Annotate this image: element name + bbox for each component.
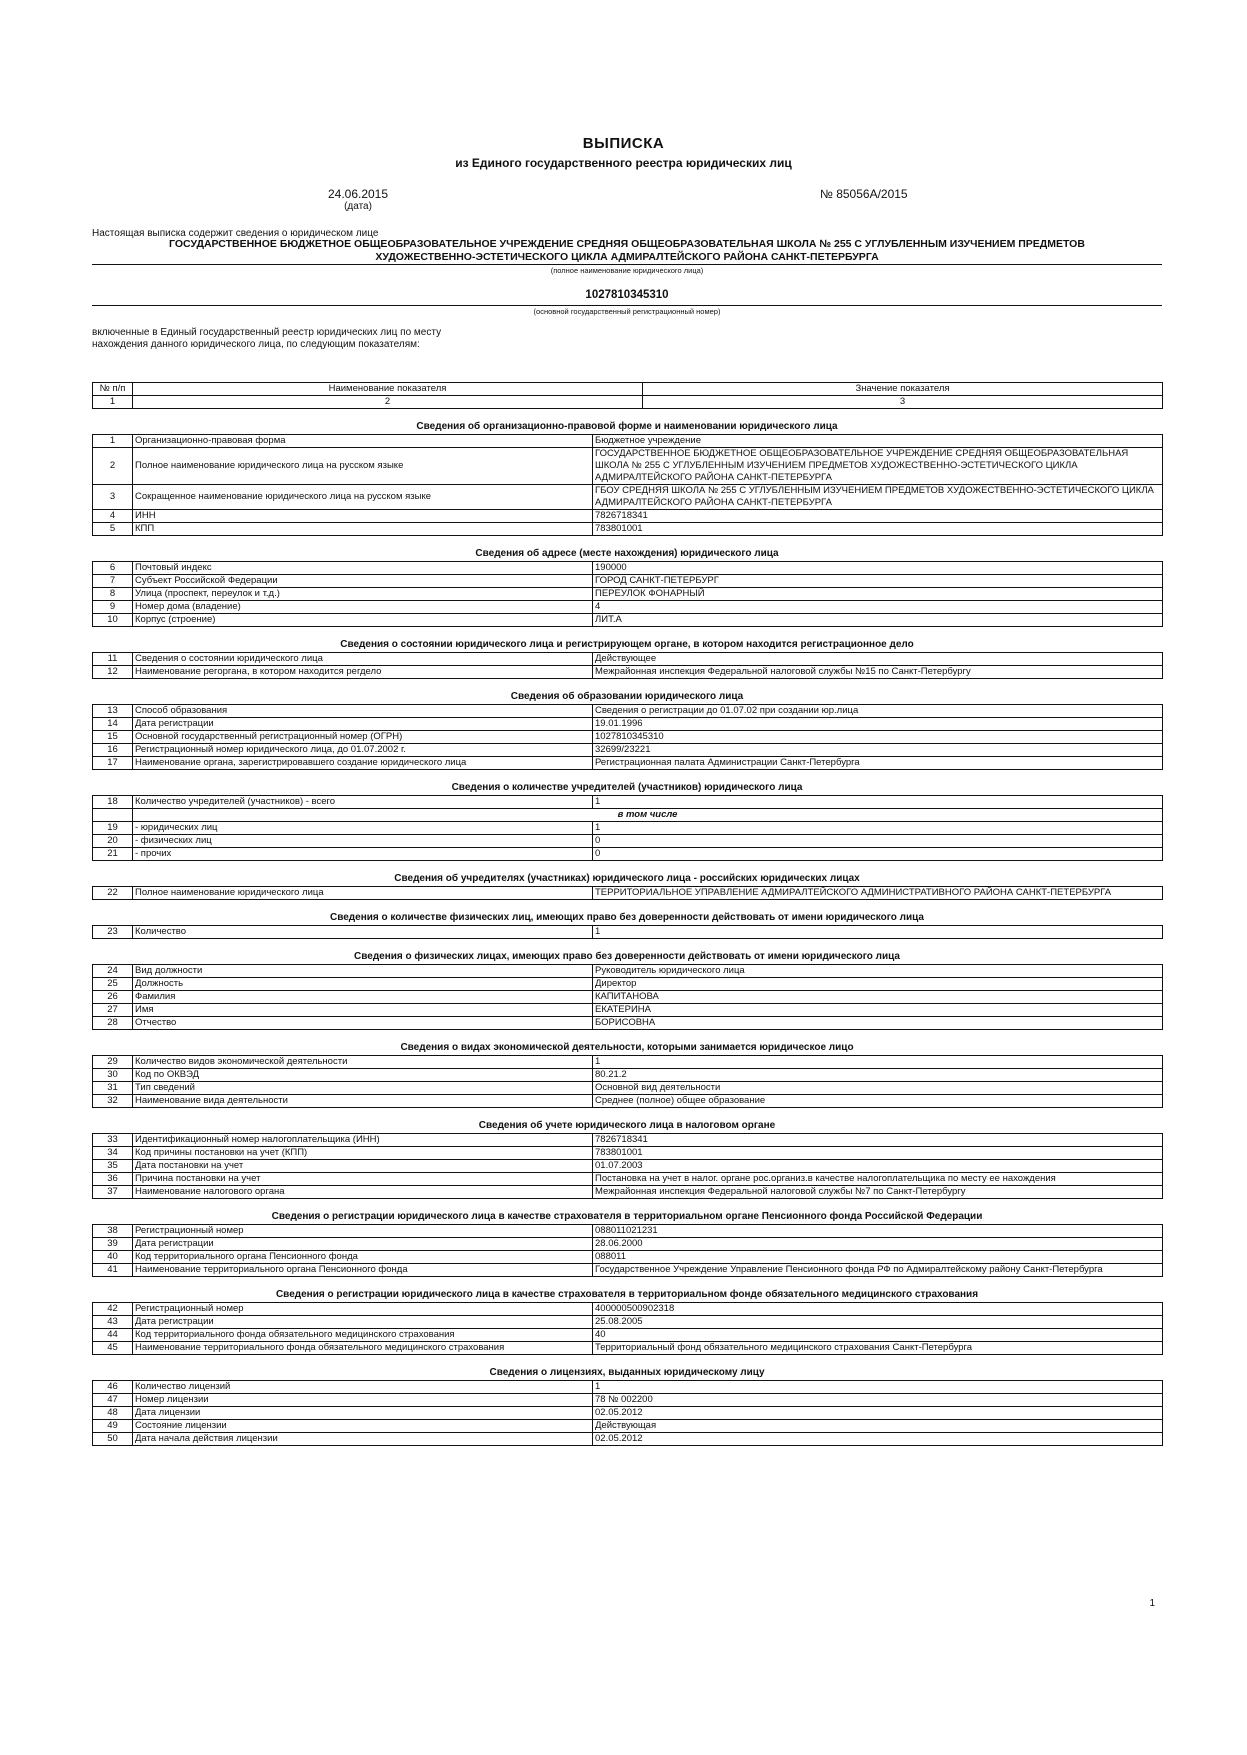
- row-indicator-name: Регистрационный номер: [133, 1225, 593, 1238]
- header-name: Наименование показателя: [133, 383, 643, 396]
- intro-text: Настоящая выписка содержит сведения о юридическом лице: [92, 228, 379, 239]
- section-table: [92, 1224, 1163, 1277]
- row-indicator-name: Способ образования: [133, 705, 593, 718]
- row-number: 36: [93, 1173, 133, 1186]
- row-indicator-value: 400000500902318: [593, 1303, 1163, 1316]
- row-indicator-name: ИНН: [133, 510, 593, 523]
- row-indicator-value: Регистрационная палата Администрации Санкт-Петербурга: [593, 757, 1163, 770]
- document-title: ВЫПИСКА: [582, 135, 665, 152]
- row-indicator-name: Наименование налогового органа: [133, 1186, 593, 1199]
- row-indicator-value: 02.05.2012: [593, 1433, 1163, 1446]
- row-indicator-value: ЛИТ.А: [593, 614, 1163, 627]
- row-indicator-value: Основной вид деятельности: [593, 1082, 1163, 1095]
- section-title: Сведения об учредителях (участниках) юридического лица - российских юридических лицах: [394, 873, 860, 884]
- section-table: [92, 652, 1163, 679]
- table-row: [93, 809, 1163, 822]
- row-indicator-value: 32699/23221: [593, 744, 1163, 757]
- section-title: Сведения о состоянии юридического лица и регистрирующем органе, в котором находится регистрационное дело: [340, 639, 914, 650]
- section-table: [92, 1133, 1163, 1199]
- section-title: Сведения о регистрации юридического лица в качестве страхователя в территориальном фонде обязательного медицинского страхования: [275, 1289, 979, 1300]
- table-row: [93, 1407, 1163, 1420]
- table-row: [93, 666, 1163, 679]
- table-row: [93, 978, 1163, 991]
- row-indicator-value: 1: [593, 926, 1163, 939]
- table-row: [93, 926, 1163, 939]
- row-indicator-value: 01.07.2003: [593, 1160, 1163, 1173]
- row-indicator-value: 40: [593, 1329, 1163, 1342]
- row-indicator-value: 0: [593, 835, 1163, 848]
- table-row: [93, 965, 1163, 978]
- row-indicator-value: Постановка на учет в налог. органе рос.организ.в качестве налогоплательщика по месту ее нахождения: [593, 1173, 1163, 1186]
- row-number: 9: [93, 601, 133, 614]
- column-header-row: [93, 383, 1163, 396]
- row-indicator-name: Дата постановки на учет: [133, 1160, 593, 1173]
- column-number-2: 2: [133, 396, 643, 409]
- table-row: [93, 991, 1163, 1004]
- table-row: [93, 1381, 1163, 1394]
- table-row: [93, 1173, 1163, 1186]
- row-indicator-name: Номер лицензии: [133, 1394, 593, 1407]
- table-row: [93, 887, 1163, 900]
- extract-content: [92, 382, 1162, 1446]
- section-table: [92, 1380, 1163, 1446]
- row-number: 41: [93, 1264, 133, 1277]
- table-row: [93, 1394, 1163, 1407]
- sections-container: [92, 421, 1162, 1446]
- row-indicator-name: Наименование вида деятельности: [133, 1095, 593, 1108]
- row-number: 42: [93, 1303, 133, 1316]
- row-indicator-name: Наименование органа, зарегистрировавшего создание юридического лица: [133, 757, 593, 770]
- section-title: Сведения об адресе (месте нахождения) юридического лица: [475, 548, 779, 559]
- row-indicator-name: Идентификационный номер налогоплательщика (ИНН): [133, 1134, 593, 1147]
- row-number: 11: [93, 653, 133, 666]
- row-number: 35: [93, 1160, 133, 1173]
- row-indicator-name: - физических лиц: [133, 835, 593, 848]
- row-subheader: в том числе: [133, 809, 1163, 822]
- row-indicator-value: Территориальный фонд обязательного медицинского страхования Санкт-Петербурга: [593, 1342, 1163, 1355]
- row-indicator-value: Действующая: [593, 1420, 1163, 1433]
- row-indicator-name: Основной государственный регистрационный номер (ОГРН): [133, 731, 593, 744]
- row-number: 17: [93, 757, 133, 770]
- table-row: [93, 448, 1163, 485]
- row-indicator-value: 80.21.2: [593, 1069, 1163, 1082]
- row-number: 6: [93, 562, 133, 575]
- row-indicator-value: Межрайонная инспекция Федеральной налоговой службы №7 по Санкт-Петербургу: [593, 1186, 1163, 1199]
- table-row: [93, 653, 1163, 666]
- row-indicator-value: Сведения о регистрации до 01.07.02 при создании юр.лица: [593, 705, 1163, 718]
- row-indicator-value: 1: [593, 1056, 1163, 1069]
- row-indicator-name: Количество учредителей (участников) - всего: [133, 796, 593, 809]
- org-name-caption: (полное наименование юридического лица): [550, 266, 704, 275]
- header-num: № п/п: [93, 383, 133, 396]
- date-caption: (дата): [344, 201, 372, 212]
- row-indicator-value: Государственное Учреждение Управление Пенсионного фонда РФ по Адмиралтейскому району Санкт-Петербурга: [593, 1264, 1163, 1277]
- row-indicator-value: 25.08.2005: [593, 1316, 1163, 1329]
- row-indicator-name: Наименование территориального органа Пенсионного фонда: [133, 1264, 593, 1277]
- table-row: [93, 1225, 1163, 1238]
- table-row: [93, 601, 1163, 614]
- row-number: 50: [93, 1433, 133, 1446]
- table-row: [93, 1433, 1163, 1446]
- table-row: [93, 718, 1163, 731]
- row-indicator-name: Наименование территориального фонда обязательного медицинского страхования: [133, 1342, 593, 1355]
- section-title: Сведения о регистрации юридического лица в качестве страхователя в территориальном органе Пенсионного фонда Российской Федерации: [271, 1211, 983, 1222]
- row-number: 37: [93, 1186, 133, 1199]
- table-row: [93, 510, 1163, 523]
- table-row: [93, 575, 1163, 588]
- table-row: [93, 1303, 1163, 1316]
- included-line2: нахождения данного юридического лица, по следующим показателям:: [92, 339, 420, 350]
- row-indicator-name: Причина постановки на учет: [133, 1173, 593, 1186]
- section-title: Сведения о количестве физических лиц, имеющих право без доверенности действовать от имени юридического лица: [330, 912, 924, 923]
- row-number: 20: [93, 835, 133, 848]
- table-row: [93, 822, 1163, 835]
- header-value: Значение показателя: [643, 383, 1163, 396]
- row-indicator-value: ГОРОД САНКТ-ПЕТЕРБУРГ: [593, 575, 1163, 588]
- table-row: [93, 485, 1163, 510]
- table-row: [93, 1056, 1163, 1069]
- row-indicator-value: Директор: [593, 978, 1163, 991]
- row-indicator-name: Сведения о состоянии юридического лица: [133, 653, 593, 666]
- row-indicator-value: КАПИТАНОВА: [593, 991, 1163, 1004]
- table-row: [93, 1329, 1163, 1342]
- row-indicator-value: 190000: [593, 562, 1163, 575]
- row-indicator-name: Дата регистрации: [133, 1316, 593, 1329]
- row-number: 45: [93, 1342, 133, 1355]
- row-indicator-name: Количество видов экономической деятельности: [133, 1056, 593, 1069]
- section-title: Сведения о лицензиях, выданных юридическому лицу: [489, 1367, 765, 1378]
- row-indicator-name: Тип сведений: [133, 1082, 593, 1095]
- row-indicator-name: Регистрационный номер юридического лица, до 01.07.2002 г.: [133, 744, 593, 757]
- row-number: 38: [93, 1225, 133, 1238]
- row-number: 25: [93, 978, 133, 991]
- included-line1: включенные в Единый государственный реестр юридических лиц по месту: [92, 327, 442, 338]
- row-number: 8: [93, 588, 133, 601]
- row-number: 16: [93, 744, 133, 757]
- row-indicator-value: ПЕРЕУЛОК ФОНАРНЫЙ: [593, 588, 1163, 601]
- row-number: 22: [93, 887, 133, 900]
- row-indicator-name: Код территориального фонда обязательного медицинского страхования: [133, 1329, 593, 1342]
- row-number: 29: [93, 1056, 133, 1069]
- section-title: Сведения об организационно-правовой форме и наименовании юридического лица: [416, 421, 838, 432]
- row-indicator-name: Состояние лицензии: [133, 1420, 593, 1433]
- table-row: [93, 1134, 1163, 1147]
- section-table: [92, 561, 1163, 627]
- row-indicator-value: 783801001: [593, 1147, 1163, 1160]
- table-row: [93, 1238, 1163, 1251]
- row-number: 1: [93, 435, 133, 448]
- section-title: Сведения об образовании юридического лица: [510, 691, 744, 702]
- row-number: 13: [93, 705, 133, 718]
- row-indicator-value: ТЕРРИТОРИАЛЬНОЕ УПРАВЛЕНИЕ АДМИРАЛТЕЙСКОГО АДМИНИСТРАТИВНОГО РАЙОНА САНКТ-ПЕТЕРБУРГА: [593, 887, 1163, 900]
- row-indicator-value: Действующее: [593, 653, 1163, 666]
- row-number: 39: [93, 1238, 133, 1251]
- row-indicator-value: Бюджетное учреждение: [593, 435, 1163, 448]
- row-indicator-value: 28.06.2000: [593, 1238, 1163, 1251]
- row-indicator-value: 783801001: [593, 523, 1163, 536]
- row-indicator-name: Полное наименование юридического лица: [133, 887, 593, 900]
- table-row: [93, 1082, 1163, 1095]
- section-table: [92, 1055, 1163, 1108]
- table-row: [93, 1004, 1163, 1017]
- row-indicator-name: Сокращенное наименование юридического лица на русском языке: [133, 485, 593, 510]
- row-indicator-value: ГОСУДАРСТВЕННОЕ БЮДЖЕТНОЕ ОБЩЕОБРАЗОВАТЕЛЬНОЕ УЧРЕЖДЕНИЕ СРЕДНЯЯ ОБЩЕОБРАЗОВАТЕЛЬНАЯ ШКОЛА № 255 С УГЛУБЛЕННЫМ ИЗУЧЕНИЕМ ПРЕДМЕТОВ ХУДОЖЕСТВЕННО-ЭСТЕТИЧЕСКОГО ЦИКЛА АДМИРАЛТЕЙСКОГО РАЙОНА САНКТ-ПЕТЕРБУРГА: [593, 448, 1163, 485]
- row-number: 28: [93, 1017, 133, 1030]
- section-table: [92, 704, 1163, 770]
- table-row: [93, 848, 1163, 861]
- row-indicator-value: БОРИСОВНА: [593, 1017, 1163, 1030]
- document-number: № 85056А/2015: [820, 187, 908, 201]
- row-indicator-name: Организационно-правовая форма: [133, 435, 593, 448]
- row-number: 40: [93, 1251, 133, 1264]
- row-indicator-name: Регистрационный номер: [133, 1303, 593, 1316]
- row-indicator-name: Имя: [133, 1004, 593, 1017]
- row-number: 48: [93, 1407, 133, 1420]
- row-number: 27: [93, 1004, 133, 1017]
- row-indicator-name: Улица (проспект, переулок и т.д.): [133, 588, 593, 601]
- row-indicator-name: Код причины постановки на учет (КПП): [133, 1147, 593, 1160]
- row-indicator-name: Почтовый индекс: [133, 562, 593, 575]
- section-table: [92, 925, 1163, 939]
- table-row: [93, 731, 1163, 744]
- row-indicator-value: ЕКАТЕРИНА: [593, 1004, 1163, 1017]
- row-number: 15: [93, 731, 133, 744]
- row-indicator-name: Вид должности: [133, 965, 593, 978]
- row-number: 3: [93, 485, 133, 510]
- row-indicator-name: - юридических лиц: [133, 822, 593, 835]
- column-number-1: 1: [93, 396, 133, 409]
- row-number: 46: [93, 1381, 133, 1394]
- row-number: 30: [93, 1069, 133, 1082]
- table-row: [93, 1342, 1163, 1355]
- section-title: Сведения о количестве учредителей (участников) юридического лица: [451, 782, 803, 793]
- row-number: 24: [93, 965, 133, 978]
- row-number: 26: [93, 991, 133, 1004]
- row-indicator-name: Наименование регоргана, в котором находится регдело: [133, 666, 593, 679]
- row-number: 19: [93, 822, 133, 835]
- row-indicator-name: Код по ОКВЭД: [133, 1069, 593, 1082]
- table-row: [93, 1147, 1163, 1160]
- table-row: [93, 744, 1163, 757]
- document-date: 24.06.2015: [327, 187, 389, 201]
- row-indicator-name: Дата лицензии: [133, 1407, 593, 1420]
- org-full-name: [92, 238, 1162, 264]
- row-number: 10: [93, 614, 133, 627]
- table-row: [93, 835, 1163, 848]
- column-header-table: [92, 382, 1163, 409]
- row-indicator-value: 4: [593, 601, 1163, 614]
- table-row: [93, 523, 1163, 536]
- row-indicator-name: - прочих: [133, 848, 593, 861]
- table-row: [93, 1316, 1163, 1329]
- table-row: [93, 588, 1163, 601]
- row-indicator-name: Корпус (строение): [133, 614, 593, 627]
- column-number-3: 3: [643, 396, 1163, 409]
- row-indicator-value: 1: [593, 822, 1163, 835]
- table-row: [93, 1264, 1163, 1277]
- row-indicator-value: 7826718341: [593, 1134, 1163, 1147]
- table-row: [93, 796, 1163, 809]
- row-indicator-name: Фамилия: [133, 991, 593, 1004]
- table-row: [93, 562, 1163, 575]
- table-row: [93, 435, 1163, 448]
- org-name-rule: [92, 264, 1162, 265]
- row-number: 47: [93, 1394, 133, 1407]
- row-number: 21: [93, 848, 133, 861]
- table-row: [93, 1420, 1163, 1433]
- section-table: [92, 1302, 1163, 1355]
- row-number: 12: [93, 666, 133, 679]
- section-title: Сведения о физических лицах, имеющих право без доверенности действовать от имени юридического лица: [354, 951, 900, 962]
- row-number: 34: [93, 1147, 133, 1160]
- section-title: Сведения об учете юридического лица в налоговом органе: [478, 1120, 776, 1131]
- row-indicator-name: КПП: [133, 523, 593, 536]
- table-row: [93, 757, 1163, 770]
- table-row: [93, 1186, 1163, 1199]
- table-row: [93, 1069, 1163, 1082]
- row-indicator-name: Номер дома (владение): [133, 601, 593, 614]
- row-number: 14: [93, 718, 133, 731]
- row-indicator-name: Субъект Российской Федерации: [133, 575, 593, 588]
- row-indicator-name: Дата начала действия лицензии: [133, 1433, 593, 1446]
- row-indicator-value: Руководитель юридического лица: [593, 965, 1163, 978]
- row-indicator-value: 02.05.2012: [593, 1407, 1163, 1420]
- row-indicator-name: Полное наименование юридического лица на русском языке: [133, 448, 593, 485]
- row-indicator-value: Среднее (полное) общее образование: [593, 1095, 1163, 1108]
- section-table: [92, 434, 1163, 536]
- row-indicator-value: 78 № 002200: [593, 1394, 1163, 1407]
- table-row: [93, 614, 1163, 627]
- row-indicator-name: Дата регистрации: [133, 1238, 593, 1251]
- row-number: 33: [93, 1134, 133, 1147]
- row-number: 7: [93, 575, 133, 588]
- included-text: [92, 327, 441, 351]
- row-number: 4: [93, 510, 133, 523]
- org-full-name-line1: ГОСУДАРСТВЕННОЕ БЮДЖЕТНОЕ ОБЩЕОБРАЗОВАТЕЛЬНОЕ УЧРЕЖДЕНИЕ СРЕДНЯЯ ОБЩЕОБРАЗОВАТЕЛЬНАЯ ШКОЛА № 255 С УГЛУБЛЕННЫМ ИЗУЧЕНИЕМ ПРЕДМЕТОВ: [169, 238, 1085, 250]
- row-indicator-value: ГБОУ СРЕДНЯЯ ШКОЛА № 255 С УГЛУБЛЕННЫМ ИЗУЧЕНИЕМ ПРЕДМЕТОВ ХУДОЖЕСТВЕННО-ЭСТЕТИЧЕСКОГО ЦИКЛА АДМИРАЛТЕЙСКОГО РАЙОНА САНКТ-ПЕТЕРБУРГА: [593, 485, 1163, 510]
- table-row: [93, 1017, 1163, 1030]
- row-number: [93, 809, 133, 822]
- row-indicator-name: Количество: [133, 926, 593, 939]
- row-number: 2: [93, 448, 133, 485]
- ogrn-rule: [92, 305, 1162, 306]
- row-indicator-name: Дата регистрации: [133, 718, 593, 731]
- row-indicator-value: 088011: [593, 1251, 1163, 1264]
- row-indicator-value: 7826718341: [593, 510, 1163, 523]
- column-number-row: [93, 396, 1163, 409]
- row-indicator-value: 19.01.1996: [593, 718, 1163, 731]
- page-number: 1: [1149, 1598, 1155, 1609]
- row-indicator-value: 088011021231: [593, 1225, 1163, 1238]
- row-indicator-name: Код территориального органа Пенсионного фонда: [133, 1251, 593, 1264]
- row-indicator-value: 1: [593, 796, 1163, 809]
- row-number: 44: [93, 1329, 133, 1342]
- section-table: [92, 964, 1163, 1030]
- row-number: 18: [93, 796, 133, 809]
- row-indicator-value: 1027810345310: [593, 731, 1163, 744]
- org-full-name-line2: ХУДОЖЕСТВЕННО-ЭСТЕТИЧЕСКОГО ЦИКЛА АДМИРАЛТЕЙСКОГО РАЙОНА САНКТ-ПЕТЕРБУРГА: [375, 251, 879, 263]
- document-subtitle: из Единого государственного реестра юридических лиц: [455, 156, 792, 170]
- row-indicator-value: Межрайонная инспекция Федеральной налоговой службы №15 по Санкт-Петербургу: [593, 666, 1163, 679]
- row-indicator-name: Количество лицензий: [133, 1381, 593, 1394]
- row-indicator-name: Отчество: [133, 1017, 593, 1030]
- row-indicator-name: Должность: [133, 978, 593, 991]
- row-number: 5: [93, 523, 133, 536]
- table-row: [93, 1095, 1163, 1108]
- row-indicator-value: 0: [593, 848, 1163, 861]
- row-number: 23: [93, 926, 133, 939]
- ogrn-caption: (основной государственный регистрационный номер): [533, 307, 721, 316]
- row-number: 32: [93, 1095, 133, 1108]
- row-indicator-value: 1: [593, 1381, 1163, 1394]
- table-row: [93, 1160, 1163, 1173]
- section-table: [92, 886, 1163, 900]
- section-table: [92, 795, 1163, 861]
- table-row: [93, 1251, 1163, 1264]
- row-number: 31: [93, 1082, 133, 1095]
- ogrn-value: 1027810345310: [585, 289, 669, 301]
- section-title: Сведения о видах экономической деятельности, которыми занимается юридическое лицо: [400, 1042, 854, 1053]
- table-row: [93, 705, 1163, 718]
- row-number: 49: [93, 1420, 133, 1433]
- row-number: 43: [93, 1316, 133, 1329]
